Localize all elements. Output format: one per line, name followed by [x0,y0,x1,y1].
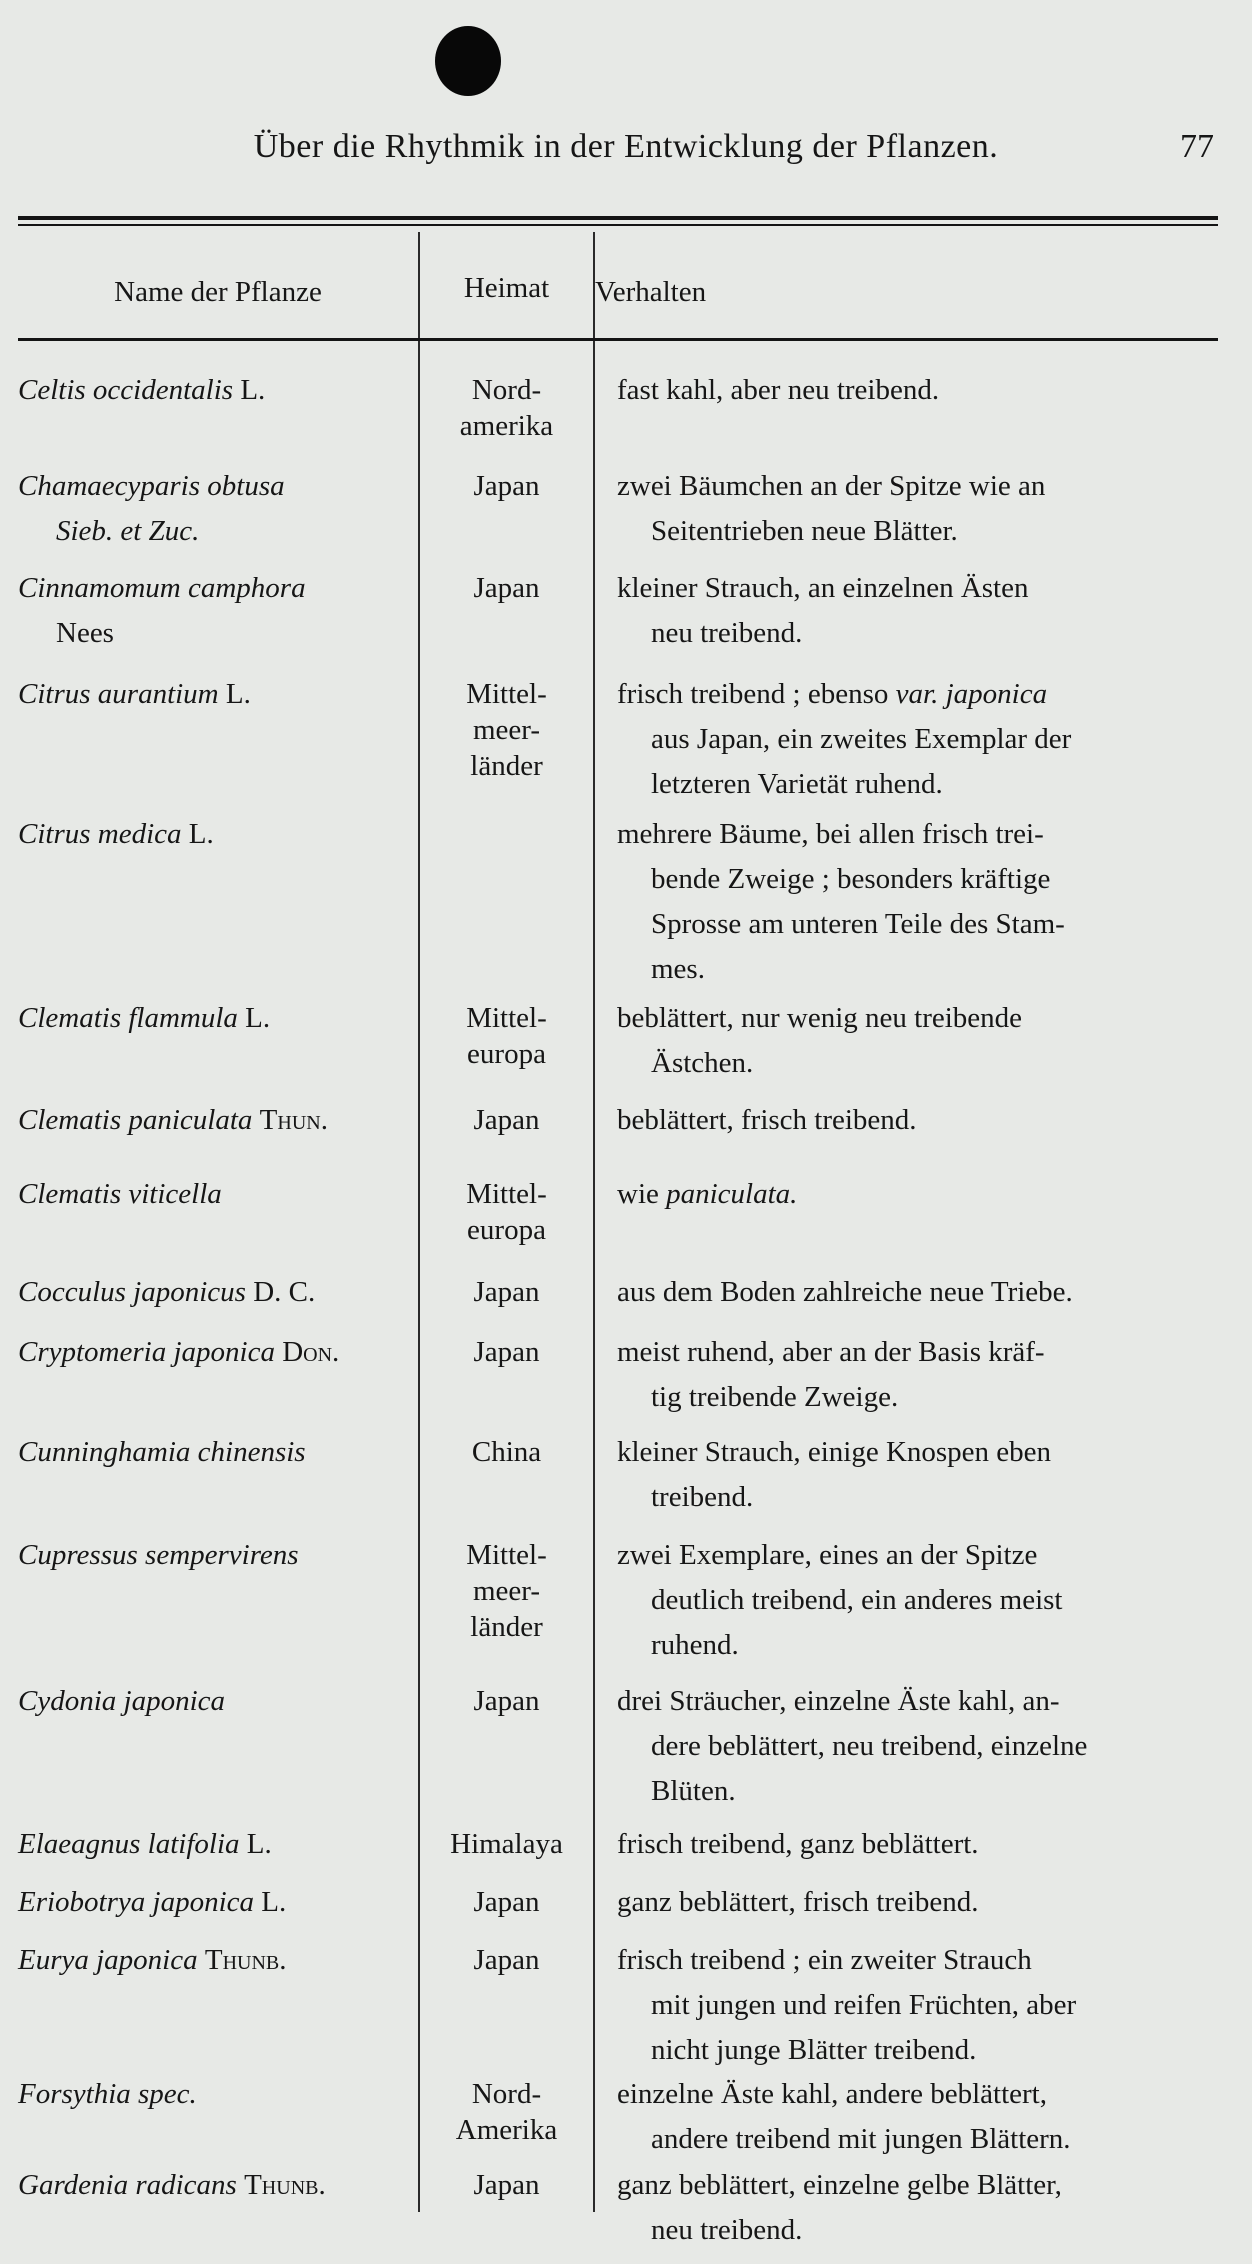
heimat: Japan [473,1886,540,1918]
heimat: China [471,1436,542,1468]
heimat: Japan [473,1944,540,1976]
plant-name: Clematis viticella [18,1178,222,1210]
verhalten: wie paniculata. [617,1178,798,1210]
verhalten: drei Sträucher, einzelne Äste kahl, an- dere beblättert, neu treibend, einzelne Blüten. [617,1685,1088,1807]
verhalten: zwei Exemplare, eines an der Spitze deutlich treibend, ein anderes meist ruhend. [617,1539,1063,1661]
plant-name: Eriobotrya japonica L. [18,1886,287,1918]
heimat: Mittel- meer- länder [466,678,547,782]
header-rule [18,338,1218,341]
verhalten: fast kahl, aber neu treibend. [617,374,940,406]
verhalten: kleiner Strauch, an einzelnen Ästen neu treibend. [617,572,1029,649]
heimat: Japan [473,1104,540,1136]
heimat: Nord- Amerika [455,2078,558,2146]
heimat: Japan [473,1336,540,1368]
punch-hole [435,26,501,96]
heimat: Japan [473,2169,540,2201]
plant-name: Citrus medica L. [18,818,214,850]
heimat: Japan [473,470,540,502]
plant-name: Clematis flammula L. [18,1002,271,1034]
plant-name: Chamaecyparis obtusa Sieb. et Zuc. [18,470,285,547]
heimat: Japan [473,1276,540,1308]
verhalten: ganz beblättert, frisch treibend. [617,1886,979,1918]
verhalten: beblättert, frisch treibend. [617,1104,917,1136]
verhalten: frisch treibend ; ein zweiter Strauch mit jungen und reifen Früchten, aber nicht junge Blätter treibend. [617,1944,1077,2066]
verhalten: mehrere Bäume, bei allen frisch trei- bende Zweige ; besonders kräftige Sprosse am unteren Teile des Stam- mes. [617,818,1065,985]
plant-name: Citrus aurantium L. [18,678,251,710]
column-divider [593,232,595,2212]
verhalten: zwei Bäumchen an der Spitze wie an Seitentrieben neue Blätter. [617,470,1046,547]
plant-name: Eurya japonica Thunb. [18,1944,287,1976]
column-header-heimat: Heimat [463,272,550,304]
verhalten: frisch treibend ; ebenso var. japonica aus Japan, ein zweites Exemplar der letzteren Varietät ruhend. [617,678,1072,800]
plant-name: Gardenia radicans Thunb. [18,2169,326,2201]
heimat: Mittel- meer- länder [466,1539,547,1643]
verhalten: einzelne Äste kahl, andere beblättert, andere treibend mit jungen Blättern. [617,2078,1071,2155]
plant-name: Cunninghamia chinensis [18,1436,306,1468]
verhalten: aus dem Boden zahlreiche neue Triebe. [617,1276,1073,1308]
heimat: Japan [473,1685,540,1717]
verhalten: ganz beblättert, einzelne gelbe Blätter, neu treibend. [617,2169,1062,2246]
plant-name: Cryptomeria japonica Don. [18,1336,340,1368]
plant-name: Cocculus japonicus D. C. [18,1276,316,1308]
page-title: Über die Rhythmik in der Entwicklung der Pflanzen. [253,128,999,165]
heimat: Mittel- europa [466,1002,547,1070]
plant-name: Forsythia spec. [18,2078,197,2110]
running-head [0,128,1252,178]
plant-name: Cupressus sempervirens [18,1539,299,1571]
table-top-rule [18,216,1218,220]
plant-name: Clematis paniculata Thun. [18,1104,328,1136]
plant-name: Elaeagnus latifolia L. [18,1828,272,1860]
heimat: Mittel- europa [466,1178,547,1246]
heimat: Himalaya [450,1828,563,1860]
heimat: Nord- amerika [459,374,554,442]
verhalten: kleiner Strauch, einige Knospen eben treibend. [617,1436,1052,1513]
column-header-name: Name der Pflanze [114,276,322,308]
verhalten: frisch treibend, ganz beblättert. [617,1828,979,1860]
table-top-rule-thin [18,224,1218,226]
plant-name: Celtis occidentalis L. [18,374,266,406]
page-number: 77 [1180,128,1214,165]
column-header-verhalten: Verhalten [595,276,707,308]
heimat: Japan [473,572,540,604]
plant-name: Cydonia japonica [18,1685,226,1717]
plant-name: Cinnamomum camphora Nees [18,572,306,649]
verhalten: meist ruhend, aber an der Basis kräf- tig treibende Zweige. [617,1336,1045,1413]
verhalten: beblättert, nur wenig neu treibende Ästchen. [617,1002,1023,1079]
